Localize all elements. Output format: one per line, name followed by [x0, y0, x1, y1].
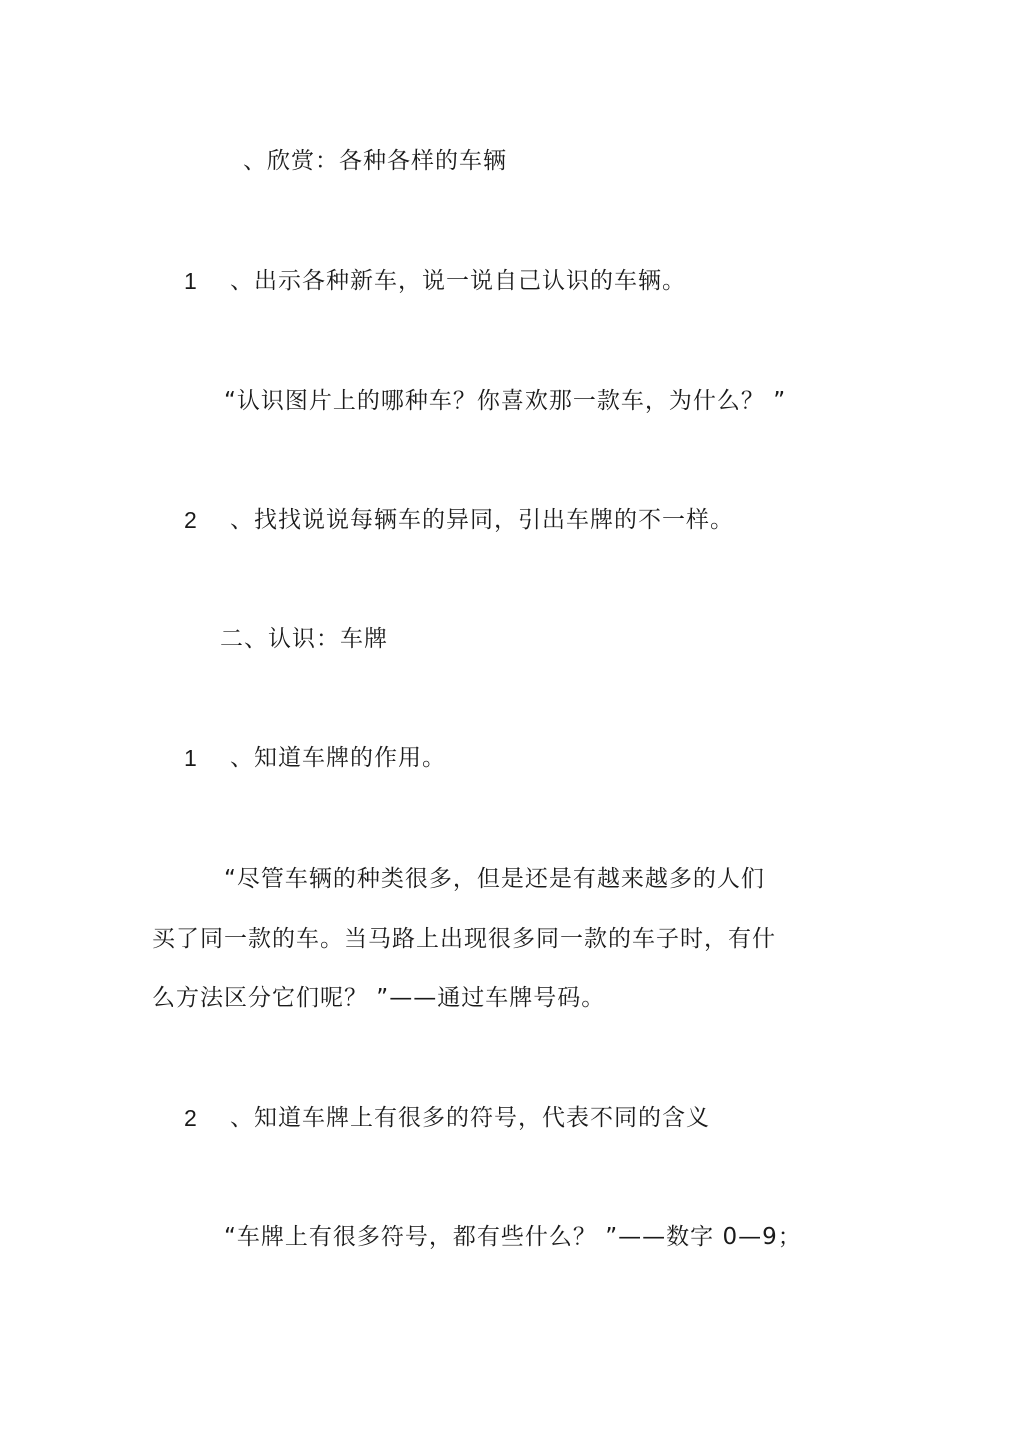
section2-paragraph-line-1: “尽管车辆的种类很多，但是还是有越来越多的人们: [224, 866, 765, 892]
section1-item2-number: 2: [184, 507, 197, 533]
section1-item1-number: 1: [184, 268, 197, 294]
section1-item2-text: 、找找说说每辆车的异同，引出车牌的不一样。: [230, 507, 734, 533]
section2-item2-number: 2: [184, 1105, 197, 1131]
section2-item1-number: 1: [184, 745, 197, 771]
section2-paragraph-line-3: 么方法区分它们呢？ ”——通过车牌号码。: [152, 985, 606, 1011]
section1-item1-quote: “认识图片上的哪种车？你喜欢那一款车，为什么？ ”: [224, 388, 787, 414]
section2-item1-text: 、知道车牌的作用。: [230, 745, 446, 771]
section2-heading: 二、认识：车牌: [220, 626, 388, 652]
section1-heading: 、欣赏：各种各样的车辆: [243, 148, 507, 174]
section1-item1-text: 、出示各种新车，说一说自己认识的车辆。: [230, 268, 686, 294]
section2-item2-quote: “车牌上有很多符号，都有些什么？ ”——数字 0—9；: [224, 1224, 802, 1250]
section2-item2-text: 、知道车牌上有很多的符号，代表不同的含义: [230, 1105, 710, 1131]
section2-paragraph-line-2: 买了同一款的车。当马路上出现很多同一款的车子时，有什: [152, 926, 776, 952]
